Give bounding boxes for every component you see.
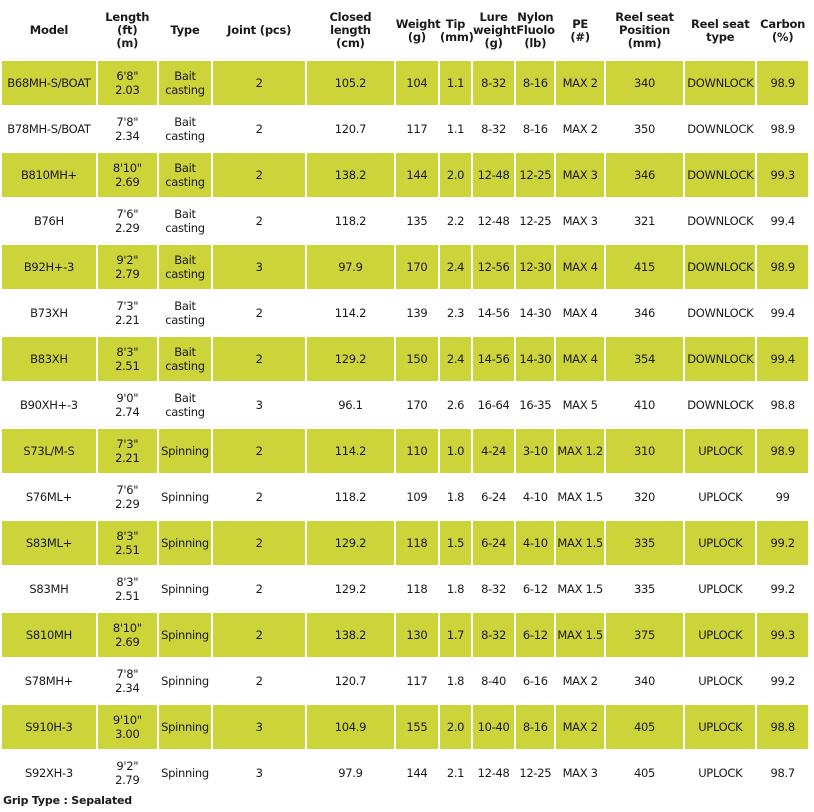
table-row bbox=[2, 107, 808, 151]
cell-closed: 129.2 bbox=[307, 521, 394, 565]
cell-pe: MAX 1.2 bbox=[556, 429, 603, 473]
cell-reeltype: UPLOCK bbox=[698, 674, 743, 688]
cell-lure: 12-48 bbox=[477, 766, 510, 780]
cell-reelpos: 346 bbox=[634, 306, 656, 320]
table-body bbox=[2, 61, 808, 795]
header-lure-weight: Lure weight (g) bbox=[472, 10, 517, 50]
cell-length: 8'3" 2.51 bbox=[98, 521, 157, 565]
cell-joint: 2 bbox=[213, 429, 305, 473]
cell-tip: 2.4 bbox=[440, 245, 471, 289]
cell-tip: 1.1 bbox=[446, 122, 465, 136]
cell-lure: 8-32 bbox=[473, 613, 514, 657]
cell-pe: MAX 5 bbox=[562, 398, 598, 412]
cell-type: Spinning bbox=[159, 521, 212, 565]
grip-type-note: Grip Type : Sepalated bbox=[3, 794, 132, 807]
cell-pe: MAX 3 bbox=[556, 153, 603, 197]
cell-lure: 4-24 bbox=[473, 429, 514, 473]
cell-nylon: 8-16 bbox=[522, 122, 548, 136]
cell-type: Bait casting bbox=[165, 115, 205, 143]
cell-reeltype: DOWNLOCK bbox=[687, 398, 754, 412]
header-row bbox=[2, 0, 808, 61]
cell-type: Bait casting bbox=[159, 245, 212, 289]
table-row bbox=[2, 153, 808, 197]
cell-joint: 2 bbox=[255, 306, 263, 320]
cell-nylon: 12-25 bbox=[516, 153, 554, 197]
cell-weight: 130 bbox=[396, 613, 438, 657]
cell-nylon: 6-16 bbox=[522, 674, 548, 688]
cell-weight: 118 bbox=[396, 521, 438, 565]
cell-joint: 2 bbox=[213, 613, 305, 657]
cell-reelpos: 375 bbox=[606, 613, 683, 657]
cell-model: B92H+-3 bbox=[2, 245, 96, 289]
cell-length: 7'3" 2.21 bbox=[115, 299, 140, 327]
cell-pe: MAX 4 bbox=[556, 245, 603, 289]
cell-closed: 118.2 bbox=[334, 490, 367, 504]
cell-pe: MAX 1.5 bbox=[556, 613, 603, 657]
cell-nylon: 16-35 bbox=[519, 398, 552, 412]
cell-lure: 12-56 bbox=[473, 245, 514, 289]
cell-reelpos: 350 bbox=[634, 122, 656, 136]
cell-reelpos: 354 bbox=[606, 337, 683, 381]
cell-reeltype: DOWNLOCK bbox=[685, 245, 755, 289]
cell-carbon: 98.8 bbox=[770, 398, 795, 412]
cell-reeltype: UPLOCK bbox=[685, 521, 755, 565]
cell-pe: MAX 2 bbox=[562, 122, 598, 136]
cell-length: 8'10" 2.69 bbox=[98, 613, 157, 657]
cell-lure: 16-64 bbox=[477, 398, 510, 412]
cell-length: 9'2" 2.79 bbox=[115, 759, 140, 787]
header-reel-seat-type: Reel seat type bbox=[691, 16, 750, 44]
cell-nylon: 12-25 bbox=[519, 214, 552, 228]
cell-model: B78MH-S/BOAT bbox=[7, 122, 91, 136]
cell-reelpos: 320 bbox=[634, 490, 656, 504]
header-tip: Tip (mm) bbox=[440, 16, 474, 44]
cell-joint: 2 bbox=[255, 674, 263, 688]
cell-lure: 6-24 bbox=[473, 521, 514, 565]
cell-model: B83XH bbox=[2, 337, 96, 381]
cell-weight: 170 bbox=[406, 398, 428, 412]
cell-length: 8'3" 2.51 bbox=[115, 575, 140, 603]
cell-model: B68MH-S/BOAT bbox=[2, 61, 96, 105]
cell-weight: 144 bbox=[396, 153, 438, 197]
cell-type: Bait casting bbox=[165, 299, 205, 327]
cell-reelpos: 335 bbox=[606, 521, 683, 565]
cell-pe: MAX 2 bbox=[556, 61, 603, 105]
cell-carbon: 99.4 bbox=[757, 337, 808, 381]
cell-reeltype: DOWNLOCK bbox=[685, 337, 755, 381]
cell-closed: 138.2 bbox=[307, 153, 394, 197]
cell-length: 7'6" 2.29 bbox=[115, 207, 140, 235]
cell-type: Spinning bbox=[159, 613, 212, 657]
cell-weight: 117 bbox=[406, 674, 428, 688]
cell-reelpos: 405 bbox=[634, 766, 656, 780]
cell-weight: 155 bbox=[396, 705, 438, 749]
cell-carbon: 99.2 bbox=[770, 674, 795, 688]
table-row bbox=[2, 475, 808, 519]
cell-tip: 1.0 bbox=[440, 429, 471, 473]
cell-reelpos: 410 bbox=[634, 398, 656, 412]
cell-reelpos: 346 bbox=[606, 153, 683, 197]
cell-reeltype: DOWNLOCK bbox=[685, 153, 755, 197]
header-model: Model bbox=[29, 23, 69, 37]
table-row bbox=[2, 383, 808, 427]
cell-closed: 114.2 bbox=[334, 306, 367, 320]
header-nylon-fluolo: Nylon Fluolo (lb) bbox=[516, 10, 555, 50]
cell-type: Spinning bbox=[161, 766, 209, 780]
cell-reeltype: UPLOCK bbox=[685, 429, 755, 473]
cell-reeltype: DOWNLOCK bbox=[687, 306, 754, 320]
cell-closed: 120.7 bbox=[334, 674, 367, 688]
cell-nylon: 8-16 bbox=[516, 705, 554, 749]
cell-reeltype: UPLOCK bbox=[685, 705, 755, 749]
cell-weight: 150 bbox=[396, 337, 438, 381]
cell-length: 7'8" 2.34 bbox=[115, 115, 140, 143]
cell-joint: 2 bbox=[213, 521, 305, 565]
cell-reelpos: 340 bbox=[606, 61, 683, 105]
cell-length: 8'10" 2.69 bbox=[98, 153, 157, 197]
cell-joint: 3 bbox=[213, 705, 305, 749]
table-row bbox=[2, 659, 808, 703]
cell-carbon: 98.9 bbox=[757, 61, 808, 105]
cell-pe: MAX 2 bbox=[562, 674, 598, 688]
cell-nylon: 6-12 bbox=[522, 582, 548, 596]
cell-carbon: 98.8 bbox=[757, 705, 808, 749]
cell-length: 7'6" 2.29 bbox=[115, 483, 140, 511]
header-type: Type bbox=[170, 23, 200, 37]
cell-pe: MAX 4 bbox=[562, 306, 598, 320]
cell-lure: 8-32 bbox=[473, 61, 514, 105]
cell-carbon: 99.4 bbox=[770, 214, 795, 228]
cell-joint: 2 bbox=[255, 490, 263, 504]
header-weight: Weight (g) bbox=[395, 16, 441, 44]
cell-closed: 129.2 bbox=[334, 582, 367, 596]
cell-reelpos: 405 bbox=[606, 705, 683, 749]
cell-length: 9'10" 3.00 bbox=[98, 705, 157, 749]
cell-carbon: 99.3 bbox=[757, 613, 808, 657]
cell-lure: 8-32 bbox=[481, 122, 507, 136]
cell-type: Spinning bbox=[161, 490, 209, 504]
cell-model: S810MH bbox=[2, 613, 96, 657]
cell-model: S76ML+ bbox=[25, 490, 72, 504]
cell-carbon: 99.3 bbox=[757, 153, 808, 197]
cell-length: 8'3" 2.51 bbox=[98, 337, 157, 381]
table-row bbox=[2, 705, 808, 749]
cell-weight: 139 bbox=[406, 306, 428, 320]
cell-model: S78MH+ bbox=[24, 674, 74, 688]
header-joint: Joint (pcs) bbox=[227, 23, 292, 37]
cell-closed: 97.9 bbox=[338, 766, 363, 780]
cell-type: Spinning bbox=[161, 674, 209, 688]
cell-model: B73XH bbox=[30, 306, 68, 320]
cell-type: Spinning bbox=[161, 582, 209, 596]
cell-model: S83MH bbox=[29, 582, 69, 596]
cell-closed: 138.2 bbox=[307, 613, 394, 657]
cell-carbon: 99.4 bbox=[770, 306, 795, 320]
cell-carbon: 98.9 bbox=[757, 245, 808, 289]
cell-nylon: 12-25 bbox=[519, 766, 552, 780]
cell-model: B810MH+ bbox=[2, 153, 96, 197]
cell-lure: 12-48 bbox=[473, 153, 514, 197]
cell-carbon: 99 bbox=[775, 490, 790, 504]
cell-reelpos: 321 bbox=[634, 214, 656, 228]
cell-nylon: 3-10 bbox=[516, 429, 554, 473]
cell-model: S83ML+ bbox=[2, 521, 96, 565]
cell-carbon: 98.7 bbox=[770, 766, 795, 780]
cell-lure: 10-40 bbox=[473, 705, 514, 749]
cell-joint: 2 bbox=[213, 153, 305, 197]
cell-weight: 118 bbox=[406, 582, 428, 596]
table-row bbox=[2, 245, 808, 289]
cell-joint: 3 bbox=[213, 245, 305, 289]
cell-tip: 1.5 bbox=[440, 521, 471, 565]
cell-nylon: 12-30 bbox=[516, 245, 554, 289]
cell-nylon: 4-10 bbox=[516, 521, 554, 565]
table-row bbox=[2, 521, 808, 565]
cell-weight: 170 bbox=[396, 245, 438, 289]
cell-pe: MAX 3 bbox=[562, 766, 598, 780]
cell-lure: 8-32 bbox=[481, 582, 507, 596]
table-row bbox=[2, 291, 808, 335]
cell-reeltype: DOWNLOCK bbox=[687, 214, 754, 228]
table-row bbox=[2, 613, 808, 657]
cell-reeltype: UPLOCK bbox=[685, 613, 755, 657]
cell-tip: 1.8 bbox=[446, 582, 465, 596]
cell-pe: MAX 1.5 bbox=[557, 582, 603, 596]
cell-tip: 1.8 bbox=[446, 674, 465, 688]
header-carbon: Carbon (%) bbox=[760, 16, 806, 44]
cell-type: Bait casting bbox=[159, 153, 212, 197]
cell-weight: 109 bbox=[406, 490, 428, 504]
cell-joint: 2 bbox=[255, 582, 263, 596]
cell-closed: 105.2 bbox=[307, 61, 394, 105]
cell-lure: 14-56 bbox=[473, 337, 514, 381]
cell-tip: 2.2 bbox=[446, 214, 465, 228]
cell-reeltype: DOWNLOCK bbox=[687, 122, 754, 136]
cell-reelpos: 415 bbox=[606, 245, 683, 289]
cell-closed: 104.9 bbox=[307, 705, 394, 749]
cell-reelpos: 335 bbox=[634, 582, 656, 596]
cell-model: S910H-3 bbox=[2, 705, 96, 749]
cell-closed: 97.9 bbox=[307, 245, 394, 289]
table-row bbox=[2, 337, 808, 381]
table-row bbox=[2, 429, 808, 473]
cell-tip: 2.4 bbox=[440, 337, 471, 381]
cell-tip: 1.1 bbox=[440, 61, 471, 105]
cell-model: S92XH-3 bbox=[25, 766, 73, 780]
cell-reelpos: 340 bbox=[634, 674, 656, 688]
table-row bbox=[2, 567, 808, 611]
header-length: Length (ft) (m) bbox=[105, 10, 150, 50]
cell-length: 9'2" 2.79 bbox=[98, 245, 157, 289]
cell-nylon: 14-30 bbox=[516, 337, 554, 381]
cell-tip: 2.0 bbox=[440, 705, 471, 749]
cell-type: Bait casting bbox=[159, 61, 212, 105]
cell-lure: 6-24 bbox=[481, 490, 507, 504]
cell-joint: 3 bbox=[255, 766, 263, 780]
cell-joint: 2 bbox=[213, 61, 305, 105]
cell-lure: 12-48 bbox=[477, 214, 510, 228]
cell-tip: 2.6 bbox=[446, 398, 465, 412]
cell-pe: MAX 2 bbox=[556, 705, 603, 749]
cell-closed: 114.2 bbox=[307, 429, 394, 473]
cell-joint: 2 bbox=[255, 214, 263, 228]
cell-joint: 2 bbox=[213, 337, 305, 381]
cell-closed: 96.1 bbox=[338, 398, 363, 412]
table-row bbox=[2, 199, 808, 243]
cell-tip: 1.8 bbox=[446, 490, 465, 504]
cell-type: Bait casting bbox=[165, 207, 205, 235]
cell-model: S73L/M-S bbox=[2, 429, 96, 473]
table-row bbox=[2, 61, 808, 105]
cell-closed: 129.2 bbox=[307, 337, 394, 381]
cell-reelpos: 310 bbox=[606, 429, 683, 473]
cell-tip: 2.3 bbox=[446, 306, 465, 320]
cell-carbon: 99.2 bbox=[770, 582, 795, 596]
cell-type: Spinning bbox=[159, 429, 212, 473]
cell-pe: MAX 3 bbox=[562, 214, 598, 228]
cell-nylon: 4-10 bbox=[522, 490, 548, 504]
cell-closed: 120.7 bbox=[334, 122, 367, 136]
cell-length: 9'0" 2.74 bbox=[115, 391, 140, 419]
cell-pe: MAX 1.5 bbox=[557, 490, 603, 504]
header-reel-seat-position: Reel seat Position (mm) bbox=[615, 10, 674, 50]
cell-model: B76H bbox=[33, 214, 64, 228]
cell-reeltype: UPLOCK bbox=[698, 582, 743, 596]
cell-reeltype: UPLOCK bbox=[698, 490, 743, 504]
cell-tip: 1.7 bbox=[440, 613, 471, 657]
cell-type: Spinning bbox=[159, 705, 212, 749]
cell-type: Bait casting bbox=[159, 337, 212, 381]
cell-joint: 2 bbox=[255, 122, 263, 136]
cell-carbon: 99.2 bbox=[757, 521, 808, 565]
cell-lure: 14-56 bbox=[477, 306, 510, 320]
cell-closed: 118.2 bbox=[334, 214, 367, 228]
cell-lure: 8-40 bbox=[481, 674, 507, 688]
table-row bbox=[2, 751, 808, 795]
cell-reeltype: DOWNLOCK bbox=[685, 61, 755, 105]
cell-reeltype: UPLOCK bbox=[698, 766, 743, 780]
cell-length: 7'3" 2.21 bbox=[98, 429, 157, 473]
cell-tip: 2.0 bbox=[440, 153, 471, 197]
cell-type: Bait casting bbox=[165, 391, 205, 419]
cell-nylon: 6-12 bbox=[516, 613, 554, 657]
cell-model: B90XH+-3 bbox=[20, 398, 78, 412]
cell-weight: 110 bbox=[396, 429, 438, 473]
cell-carbon: 98.9 bbox=[770, 122, 795, 136]
cell-weight: 104 bbox=[396, 61, 438, 105]
header-closed-length: Closed length (cm) bbox=[329, 10, 372, 50]
cell-length: 6'8" 2.03 bbox=[98, 61, 157, 105]
cell-nylon: 8-16 bbox=[516, 61, 554, 105]
cell-weight: 117 bbox=[406, 122, 428, 136]
cell-weight: 144 bbox=[406, 766, 428, 780]
cell-pe: MAX 4 bbox=[556, 337, 603, 381]
header-pe: PE (#) bbox=[570, 16, 590, 44]
cell-joint: 3 bbox=[255, 398, 263, 412]
cell-length: 7'8" 2.34 bbox=[115, 667, 140, 695]
cell-tip: 2.1 bbox=[446, 766, 465, 780]
cell-weight: 135 bbox=[406, 214, 428, 228]
cell-nylon: 14-30 bbox=[519, 306, 552, 320]
cell-carbon: 98.9 bbox=[757, 429, 808, 473]
cell-pe: MAX 1.5 bbox=[556, 521, 603, 565]
